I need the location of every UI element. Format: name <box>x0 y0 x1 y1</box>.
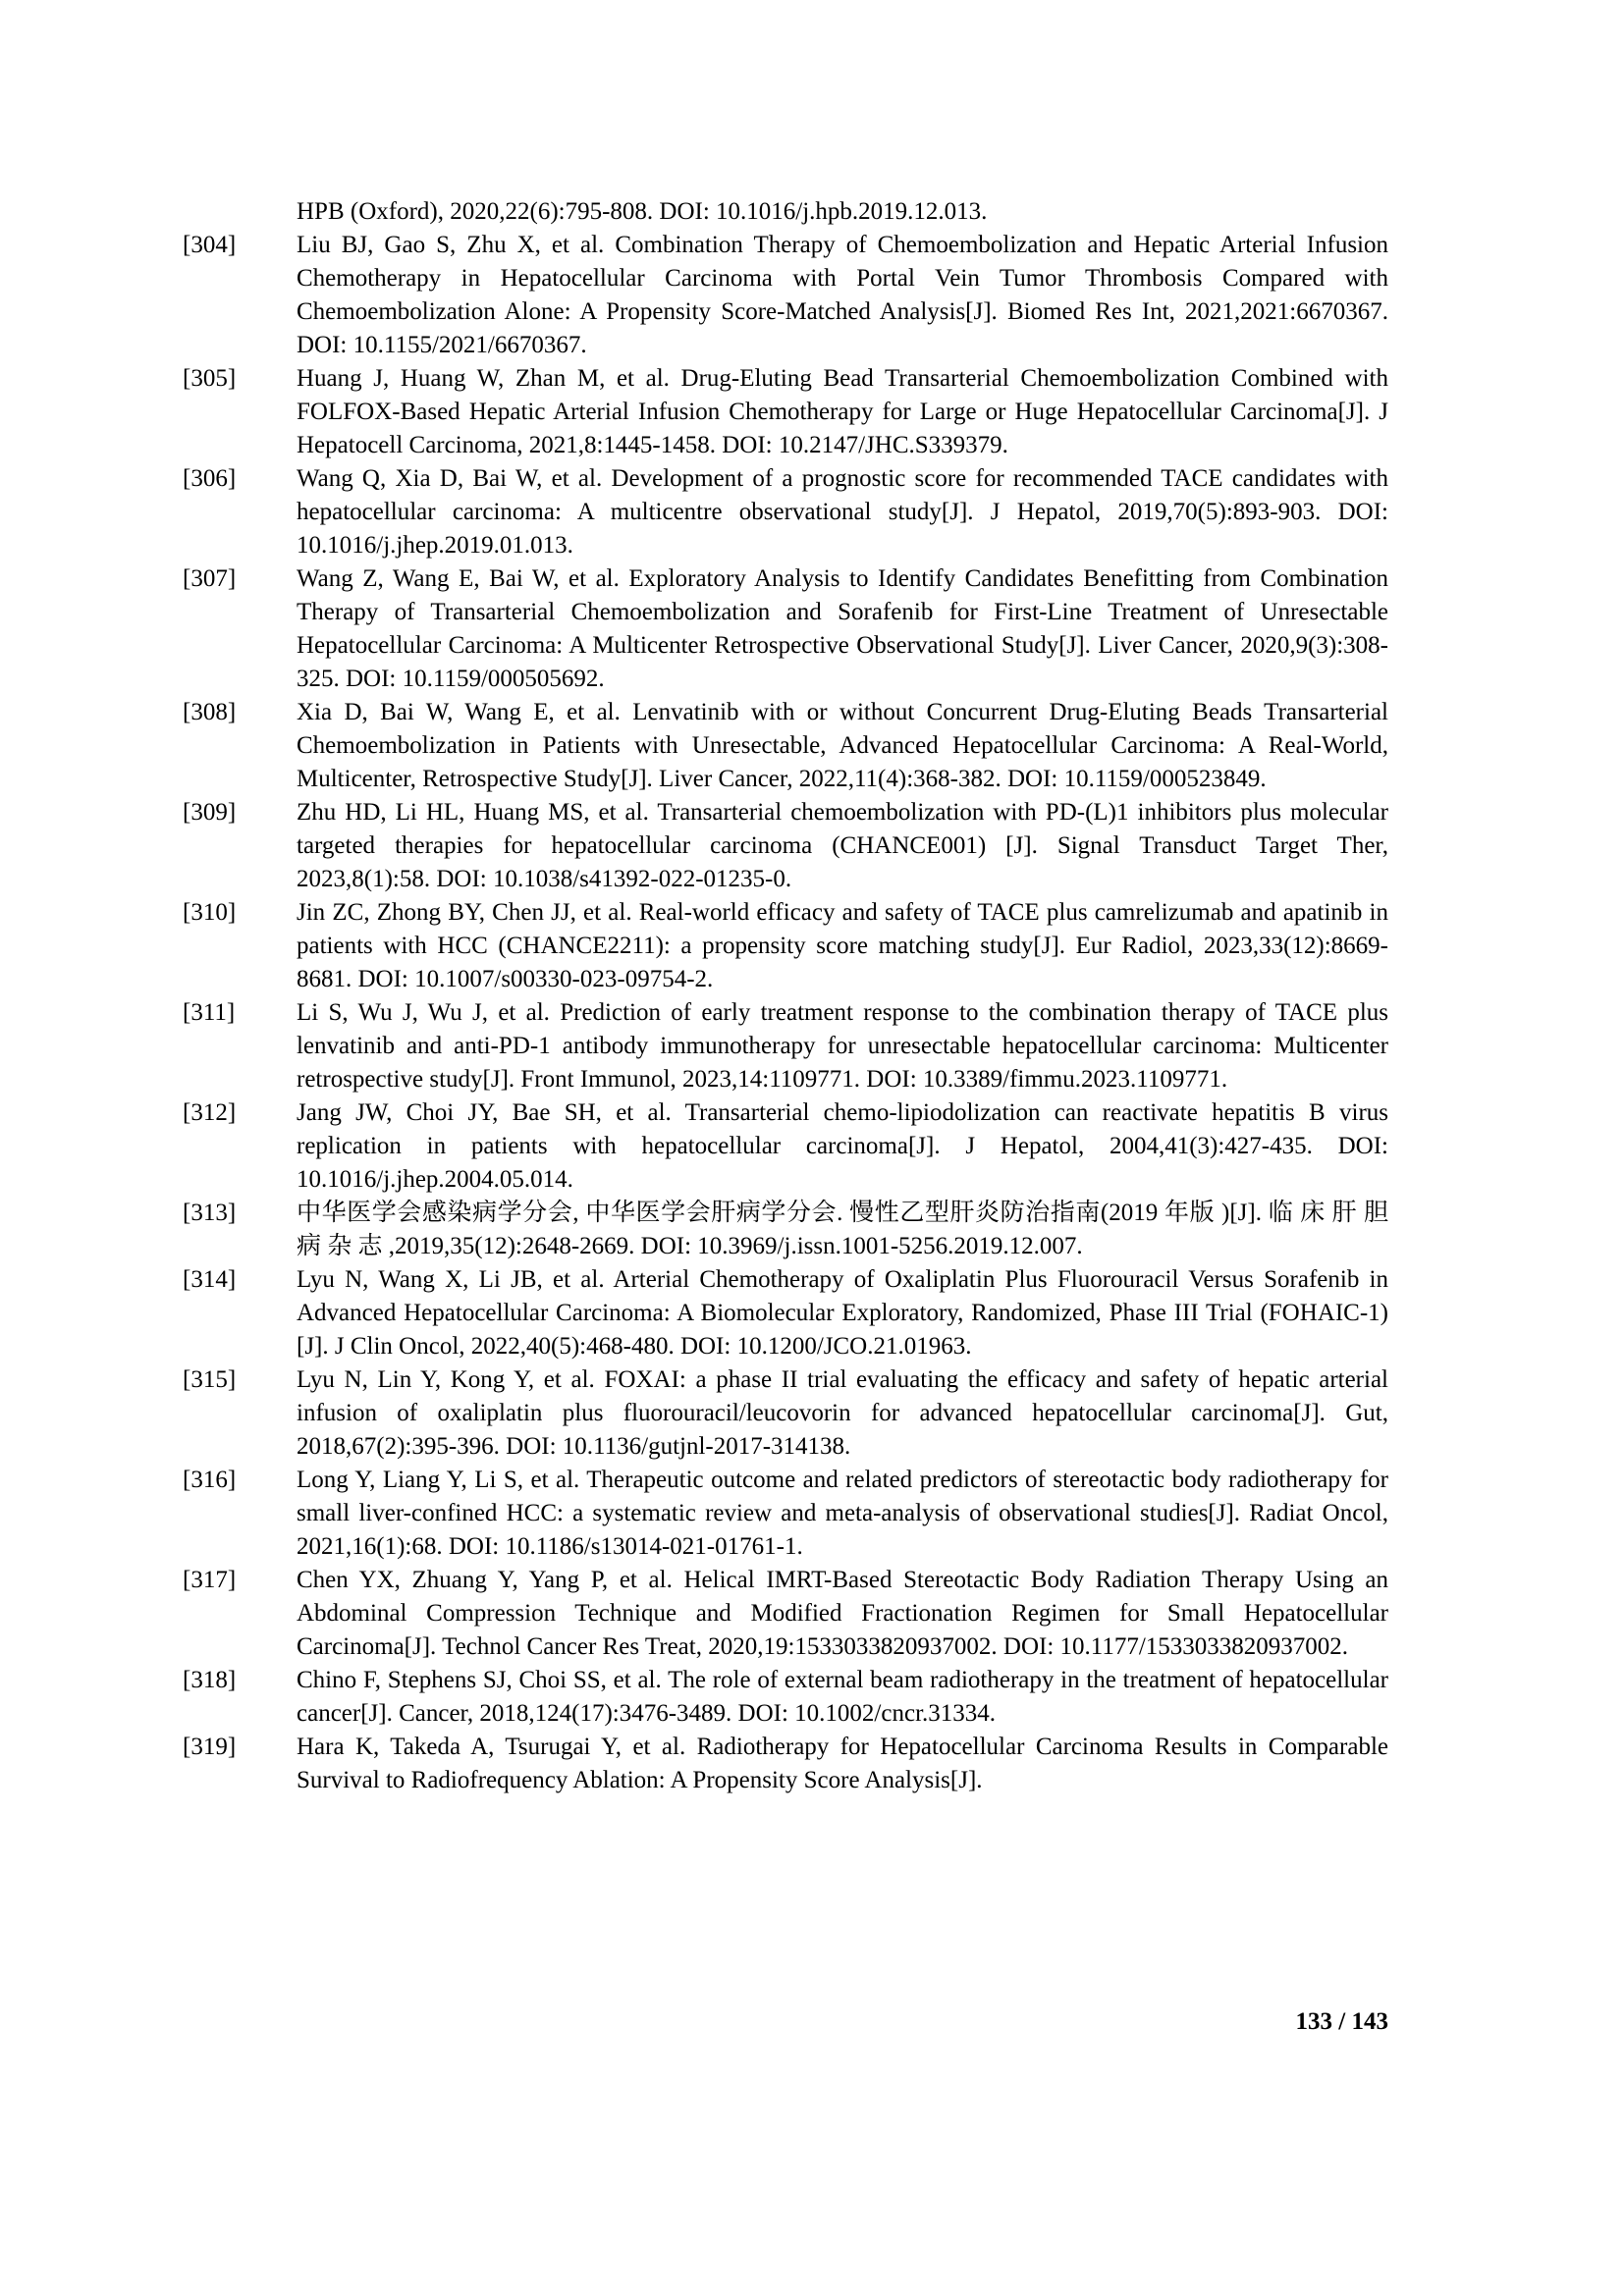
reference-item <box>183 1464 1388 1564</box>
reference-item <box>183 229 1388 362</box>
reference-item <box>183 1263 1388 1363</box>
reference-item <box>183 1731 1388 1797</box>
reference-text: Hara K, Takeda A, Tsurugai Y, et al. Radiotherapy for Hepatocellular Carcinoma Results in Comparable Survival to Radiofrequency Ablation: A Propensity Score Analysis[J]. <box>297 1734 1388 1793</box>
reference-text: Long Y, Liang Y, Li S, et al. Therapeutic outcome and related predictors of stereotactic body radiotherapy for small liver-confined HCC: a systematic review and meta-analysis of observational studies[J]. Radiat Oncol, 2021,16(1):68. DOI: 10.1186/s13014-021-01761-1. <box>297 1467 1388 1560</box>
reference-text: Xia D, Bai W, Wang E, et al. Lenvatinib with or without Concurrent Drug-Eluting Beads Transarterial Chemoembolization in Patients with Unresectable, Advanced Hepatocellular Carcinoma: A Real-World, Multicenter, Retrospective Study[J]. Liver Cancer, 2022,11(4):368-382. DOI: 10.1159/000523849. <box>297 699 1388 792</box>
reference-list <box>183 195 1388 1797</box>
page-number: 133 / 143 <box>1295 2008 1388 2035</box>
reference-item <box>183 1664 1388 1731</box>
reference-text: Wang Z, Wang E, Bai W, et al. Exploratory Analysis to Identify Candidates Benefitting from Combination Therapy of Transarterial Chemoembolization and Sorafenib for First-Line Treatment of Unresectable Hepatocellular Carcinoma: A Multicenter Retrospective Observational Study[J]. Liver Cancer, 2020,9(3):308-325. DOI: 10.1159/000505692. <box>297 565 1388 692</box>
reference-text: Lyu N, Lin Y, Kong Y, et al. FOXAI: a phase II trial evaluating the efficacy and safety of hepatic arterial infusion of oxaliplatin plus fluorouracil/leucovorin for advanced hepatocellular carcinoma[J]. Gut, 2018,67(2):395-396. DOI: 10.1136/gutjnl-2017-314138. <box>297 1366 1388 1460</box>
reference-number: [314] <box>183 1266 237 1293</box>
reference-number: [311] <box>183 999 236 1026</box>
reference-item <box>183 896 1388 996</box>
reference-text: Jin ZC, Zhong BY, Chen JJ, et al. Real-world efficacy and safety of TACE plus camrelizumab and apatinib in patients with HCC (CHANCE2211): a propensity score matching study[J]. Eur Radiol, 2023,33(12):8669-8681. DOI: 10.1007/s00330-023-09754-2. <box>297 899 1388 992</box>
reference-item <box>183 1197 1388 1263</box>
reference-number: [318] <box>183 1667 237 1693</box>
reference-item <box>183 1564 1388 1664</box>
reference-text: 中华医学会感染病学分会, 中华医学会肝病学分会. 慢性乙型肝炎防治指南(2019 年版 )[J]. 临 床 肝 胆 病 杂 志 ,2019,35(12):2648-2669. DOI: 10.3969/j.issn.1001-5256.2019.12.007. <box>297 1200 1388 1259</box>
reference-item <box>183 796 1388 896</box>
reference-item <box>183 996 1388 1096</box>
reference-item <box>183 696 1388 796</box>
reference-number: [307] <box>183 565 237 592</box>
reference-number: [319] <box>183 1734 237 1760</box>
reference-text: Lyu N, Wang X, Li JB, et al. Arterial Chemotherapy of Oxaliplatin Plus Fluorouracil Versus Sorafenib in Advanced Hepatocellular Carcinoma: A Biomolecular Exploratory, Randomized, Phase III Trial (FOHAIC-1) [J]. J Clin Oncol, 2022,40(5):468-480. DOI: 10.1200/JCO.21.01963. <box>297 1266 1388 1360</box>
reference-number: [313] <box>183 1200 237 1226</box>
reference-number: [316] <box>183 1467 237 1493</box>
reference-number: [310] <box>183 899 237 926</box>
reference-number: [309] <box>183 799 237 826</box>
reference-continuation: HPB (Oxford), 2020,22(6):795-808. DOI: 10.1016/j.hpb.2019.12.013. <box>297 198 988 225</box>
reference-text: Wang Q, Xia D, Bai W, et al. Development of a prognostic score for recommended TACE candidates with hepatocellular carcinoma: A multicentre observational study[J]. J Hepatol, 2019,70(5):893-903. DOI: 10.1016/j.jhep.2019.01.013. <box>297 465 1388 559</box>
reference-item <box>183 462 1388 562</box>
reference-text: Liu BJ, Gao S, Zhu X, et al. Combination Therapy of Chemoembolization and Hepatic Arterial Infusion Chemotherapy in Hepatocellular Carcinoma with Portal Vein Tumor Thrombosis Compared with Chemoembolization Alone: A Propensity Score-Matched Analysis[J]. Biomed Res Int, 2021,2021:6670367. DOI: 10.1155/2021/6670367. <box>297 232 1388 358</box>
reference-number: [304] <box>183 232 237 258</box>
reference-item <box>183 562 1388 696</box>
reference-text: Zhu HD, Li HL, Huang MS, et al. Transarterial chemoembolization with PD-(L)1 inhibitors plus molecular targeted therapies for hepatocellular carcinoma (CHANCE001) [J]. Signal Transduct Target Ther, 2023,8(1):58. DOI: 10.1038/s41392-022-01235-0. <box>297 799 1388 892</box>
reference-text: Chino F, Stephens SJ, Choi SS, et al. The role of external beam radiotherapy in the treatment of hepatocellular cancer[J]. Cancer, 2018,124(17):3476-3489. DOI: 10.1002/cncr.31334. <box>297 1667 1388 1727</box>
reference-text: Li S, Wu J, Wu J, et al. Prediction of early treatment response to the combination therapy of TACE plus lenvatinib and anti-PD-1 antibody immunotherapy for unresectable hepatocellular carcinoma: Multicenter retrospective study[J]. Front Immunol, 2023,14:1109771. DOI: 10.3389/fimmu.2023.1109771. <box>297 999 1388 1093</box>
reference-number: [306] <box>183 465 237 492</box>
reference-number: [317] <box>183 1567 237 1593</box>
reference-text: Jang JW, Choi JY, Bae SH, et al. Transarterial chemo-lipiodolization can reactivate hepatitis B virus replication in patients with hepatocellular carcinoma[J]. J Hepatol, 2004,41(3):427-435. DOI: 10.1016/j.jhep.2004.05.014. <box>297 1099 1388 1193</box>
reference-number: [312] <box>183 1099 237 1126</box>
reference-number: [315] <box>183 1366 237 1393</box>
reference-item <box>183 1096 1388 1197</box>
reference-number: [308] <box>183 699 237 725</box>
reference-item <box>183 362 1388 462</box>
reference-text: Huang J, Huang W, Zhan M, et al. Drug-Eluting Bead Transarterial Chemoembolization Combined with FOLFOX-Based Hepatic Arterial Infusion Chemotherapy for Large or Huge Hepatocellular Carcinoma[J]. J Hepatocell Carcinoma, 2021,8:1445-1458. DOI: 10.2147/JHC.S339379. <box>297 365 1388 458</box>
reference-number: [305] <box>183 365 237 392</box>
reference-text: Chen YX, Zhuang Y, Yang P, et al. Helical IMRT-Based Stereotactic Body Radiation Therapy Using an Abdominal Compression Technique and Modified Fractionation Regimen for Small Hepatocellular Carcinoma[J]. Technol Cancer Res Treat, 2020,19:1533033820937002. DOI: 10.1177/1533033820937002. <box>297 1567 1388 1660</box>
reference-item <box>183 1363 1388 1464</box>
